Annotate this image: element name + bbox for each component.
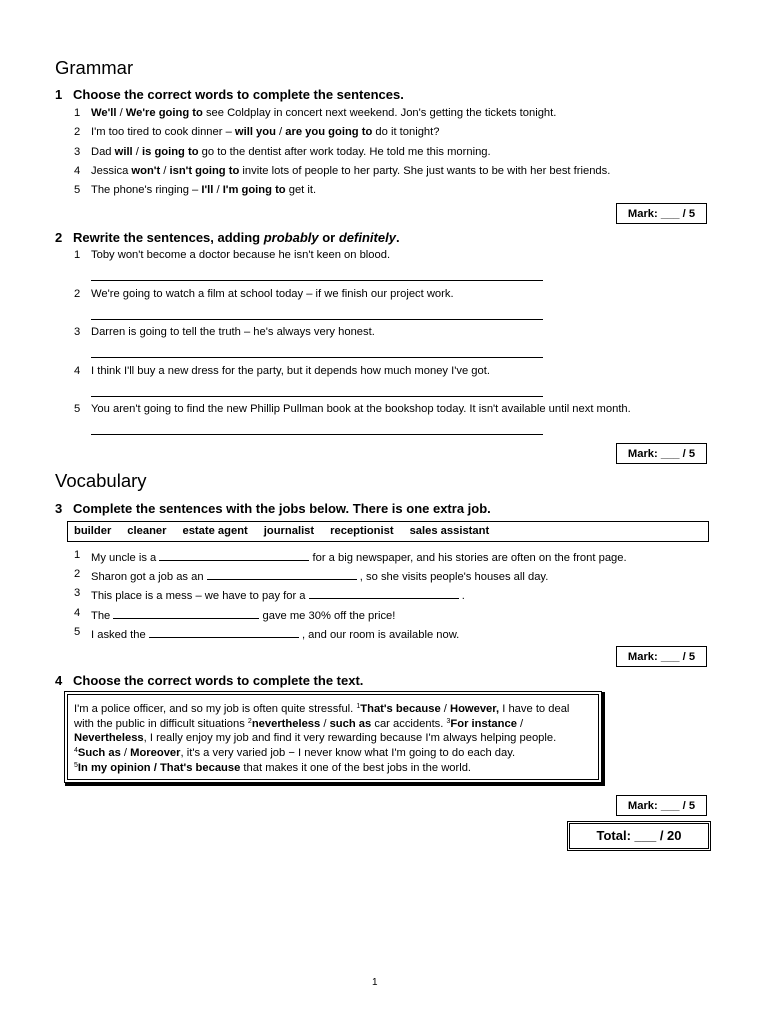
q4-5-options[interactable]: In my opinion / That's because [77,761,241,774]
q1-mark-box: Mark: ___ / 5 [616,203,707,224]
q4-2-option-b[interactable]: such as [329,717,372,730]
q3-mark-box: Mark: ___ / 5 [616,646,707,667]
q1-2-option-a[interactable]: will you [234,126,276,138]
q2-number: 2 [55,230,63,245]
q3-5-blank[interactable] [149,626,299,638]
q4-4-option-b[interactable]: Moreover [130,747,181,760]
q2-1-answer-line[interactable] [91,280,543,281]
q2-3-answer-line[interactable] [91,357,543,358]
q4-3-option-b[interactable]: Nevertheless [74,732,144,745]
q1-3-option-b[interactable]: is going to [142,146,199,158]
q4-number: 4 [55,673,63,688]
q3-1-blank[interactable] [159,549,309,561]
q4-2-option-a[interactable]: nevertheless [251,717,321,730]
q4-text-box: I'm a police officer, and so my job is often quite stressful. $^1$That's because / However, I have to deal with the public in difficult situations $^2$nevertheless / such as car accidents. $^3$For instance / Nevertheless, I really enjoy my job and find it very rewarding because I'm always helping people. $^4$Such as / Moreover, it's a very varied job − I never know what I'm going to do each day. $^5$In my opinion / That's because that makes it one of the best jobs in the world. [64,691,602,783]
q1-1-option-a[interactable]: We'll [91,107,117,119]
q4-1-option-a[interactable]: That's because [360,703,441,715]
total-box: Total: ___ / 20 [567,821,711,851]
q4-header [0,673,768,689]
q1-4-option-a[interactable]: won't [131,165,161,177]
job-word: receptionist [330,525,394,537]
job-word: sales assistant [409,525,490,537]
q4-4-option-a[interactable]: Such as [77,747,121,760]
q2-header [0,230,768,246]
q2-instruction: Rewrite the sentences, adding probably or definitely. [73,230,400,245]
q3-4-blank[interactable] [113,607,259,619]
q1-3-option-a[interactable]: will [114,146,133,158]
q1-1-option-b[interactable]: We're going to [125,107,203,119]
q1-2-option-b[interactable]: are you going to [285,126,373,138]
job-word: journalist [263,525,315,537]
q4-instruction: Choose the correct words to complete the text. [73,673,364,688]
q1-5-option-b[interactable]: I'm going to [222,184,286,196]
q1-number: 1 [55,87,63,102]
q2-4-answer-line[interactable] [91,396,543,397]
q3-header [0,501,768,517]
job-word-box [67,521,709,542]
q3-number: 3 [55,501,63,516]
q2-5-answer-line[interactable] [91,434,543,435]
q4-3-option-a[interactable]: For instance [450,717,517,730]
q3-3-blank[interactable] [309,587,459,599]
grammar-heading: Grammar [55,57,134,78]
vocabulary-heading: Vocabulary [55,470,147,491]
q1-5-option-a[interactable]: I'll [201,184,214,196]
q1-instruction: Choose the correct words to complete the sentences. [73,87,404,102]
q4-mark-box: Mark: ___ / 5 [616,795,707,816]
job-word: estate agent [182,525,248,537]
q4-1-option-b[interactable]: However, [450,703,500,715]
q2-mark-box: Mark: ___ / 5 [616,443,707,464]
q1-header [0,87,768,103]
job-word: cleaner [127,525,167,537]
job-word: builder [74,525,112,537]
q2-2-answer-line[interactable] [91,319,543,320]
page-number: 1 [372,977,378,988]
q3-2-blank[interactable] [207,568,357,580]
q3-instruction: Complete the sentences with the jobs below. There is one extra job. [73,501,491,516]
q1-4-option-b[interactable]: isn't going to [169,165,240,177]
